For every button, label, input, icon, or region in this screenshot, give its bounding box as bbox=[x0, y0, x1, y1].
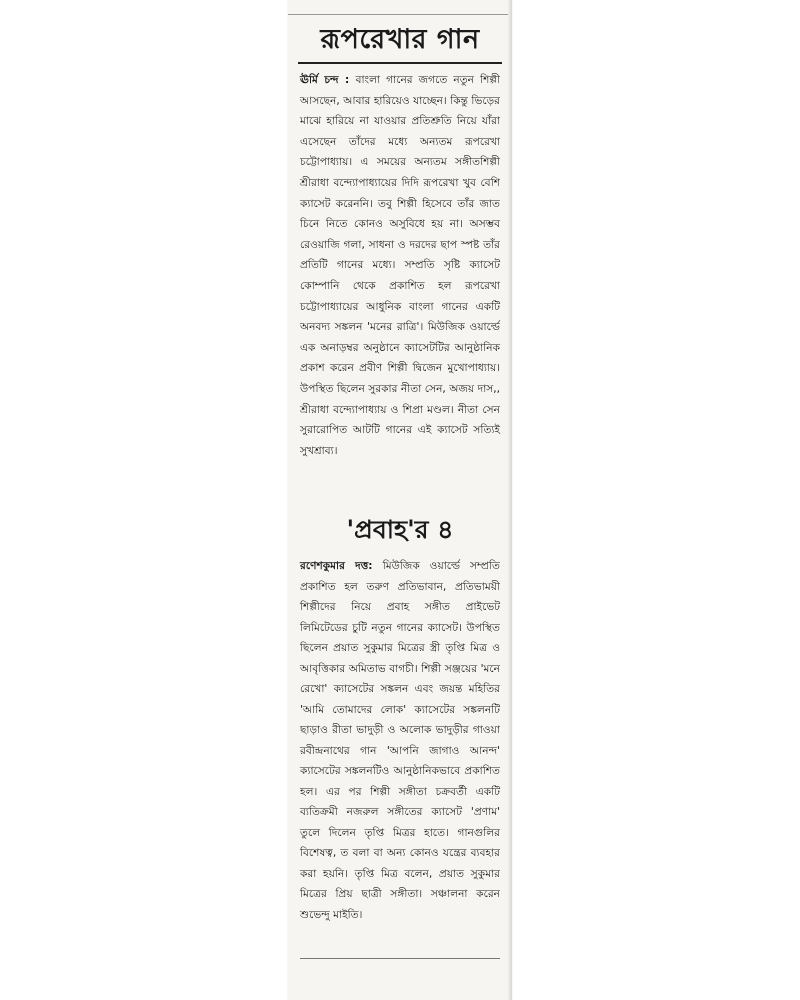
article-2-text bbox=[300, 556, 500, 952]
article-1-text bbox=[300, 70, 500, 510]
article-2-headline: 'প্রবাহ'র ৪ bbox=[346, 515, 454, 544]
clipping-shadow-right bbox=[508, 0, 512, 1000]
article-1-body: বাংলা গানের জগতে নতুন শিল্পী আসছেন, আবার হারিয়েও যাচ্ছেন। কিন্তু ভিড়ের মাঝে হারিয়ে না যাওয়ার প্রতিশ্রুতি নিয়ে যাঁরা এসেছেন তাঁদের মধ্যে অন্যতম রূপরেখা চট্টোপাধ্যায়। এ সময়ের অন্যতম সঙ্গীতশিল্পী শ্রীরাধা বন্দ্যোপাধ্যায়ের দিদি রূপরেখা খুব বেশি ক্যাসেট করেননি। তবু শিল্পী হিসেবে তাঁর জাত চিনে নিতে কোনও অসুবিধে হয় না। অসম্ভব রেওয়াজি গলা, সাধনা ও দরদের ছাপ স্পষ্ট তাঁর প্রতিটি গানের মধ্যে। সম্প্রতি সৃষ্টি ক্যাসেট কোম্পানি থেকে প্রকাশিত হল রূপরেখা চট্টোপাধ্যায়ের আধুনিক বাংলা গানের একটি অনবদ্য সঙ্কলন 'মনের রাত্রি'। মিউজিক ওয়ার্ল্ডে এক অনাড়ম্বর অনুষ্ঠানে ক্যাসেটটির আনুষ্ঠানিক প্রকাশ করেন প্রবীণ শিল্পী দ্বিজেন মুখোপাধ্যায়। উপস্থিত ছিলেন সুরকার নীতা সেন, অজয় দাস,, শ্রীরাধা বন্দ্যোপাধ্যায় ও শিপ্রা মণ্ডল। নীতা সেন সুরারোপিত আটটি গানের এই ক্যাসেট সত্যিই সুখশ্রাব্য। bbox=[300, 74, 500, 457]
top-cut-strip bbox=[288, 0, 512, 15]
bottom-rule bbox=[300, 958, 500, 959]
article-1-byline: ঊর্মি চন্দ : bbox=[300, 74, 356, 86]
article-2-body: মিউজিক ওয়ার্ল্ডে সম্প্রতি প্রকাশিত হল তরুণ প্রতিভাবান, প্রতিভাময়ী শিল্পীদের নিয়ে প্রবাহ সঙ্গীত প্রাইভেট লিমিটেডের চুটি নতুন গানের ক্যাসেট। উপস্থিত ছিলেন প্রয়াত সুকুমার মিত্রের স্ত্রী তৃপ্তি মিত্র ও আবৃত্তিকার অমিতাভ বাগচী। শিল্পী সঞ্জয়ের 'মনে রেখো' ক্যাসেটের সঙ্কলন এবং জয়ন্ত মহিতির 'আমি তোমাদের লোক' ক্যাসেটের সঙ্কলনটি ছাড়াও রীতা ভাদুড়ী ও অলোক ভাদুড়ীর গাওয়া রবীন্দ্রনাথের গান 'আপনি জাগাও আনন্দ' ক্যাসেটের সঙ্কলনটিও আনুষ্ঠানিকভাবে প্রকাশিত হল। এর পর শিল্পী সঙ্গীতা চক্রবর্তী একটি ব্যতিক্রমী নজরুল সঙ্গীতের ক্যাসেট 'প্রণাম' তুলে দিলেন তৃপ্তি মিত্রর হাতে। গানগুলির বিশেষত্ব, ত বলা বা অন্য কোনও যন্ত্রের ব্যবহার করা হয়নি। তৃপ্তি মিত্র বলেন, প্রয়াত সুকুমার মিত্রের প্রিয় ছাত্রী সঙ্গীতা। সঞ্চালনা করেন শুভেন্দু মাইতি। bbox=[300, 560, 500, 921]
newspaper-clipping bbox=[288, 0, 512, 1000]
article-1-headline: রূপরেখার গান bbox=[298, 18, 502, 64]
article-2-byline: রণেশকুমার দত্ত: bbox=[300, 560, 383, 572]
